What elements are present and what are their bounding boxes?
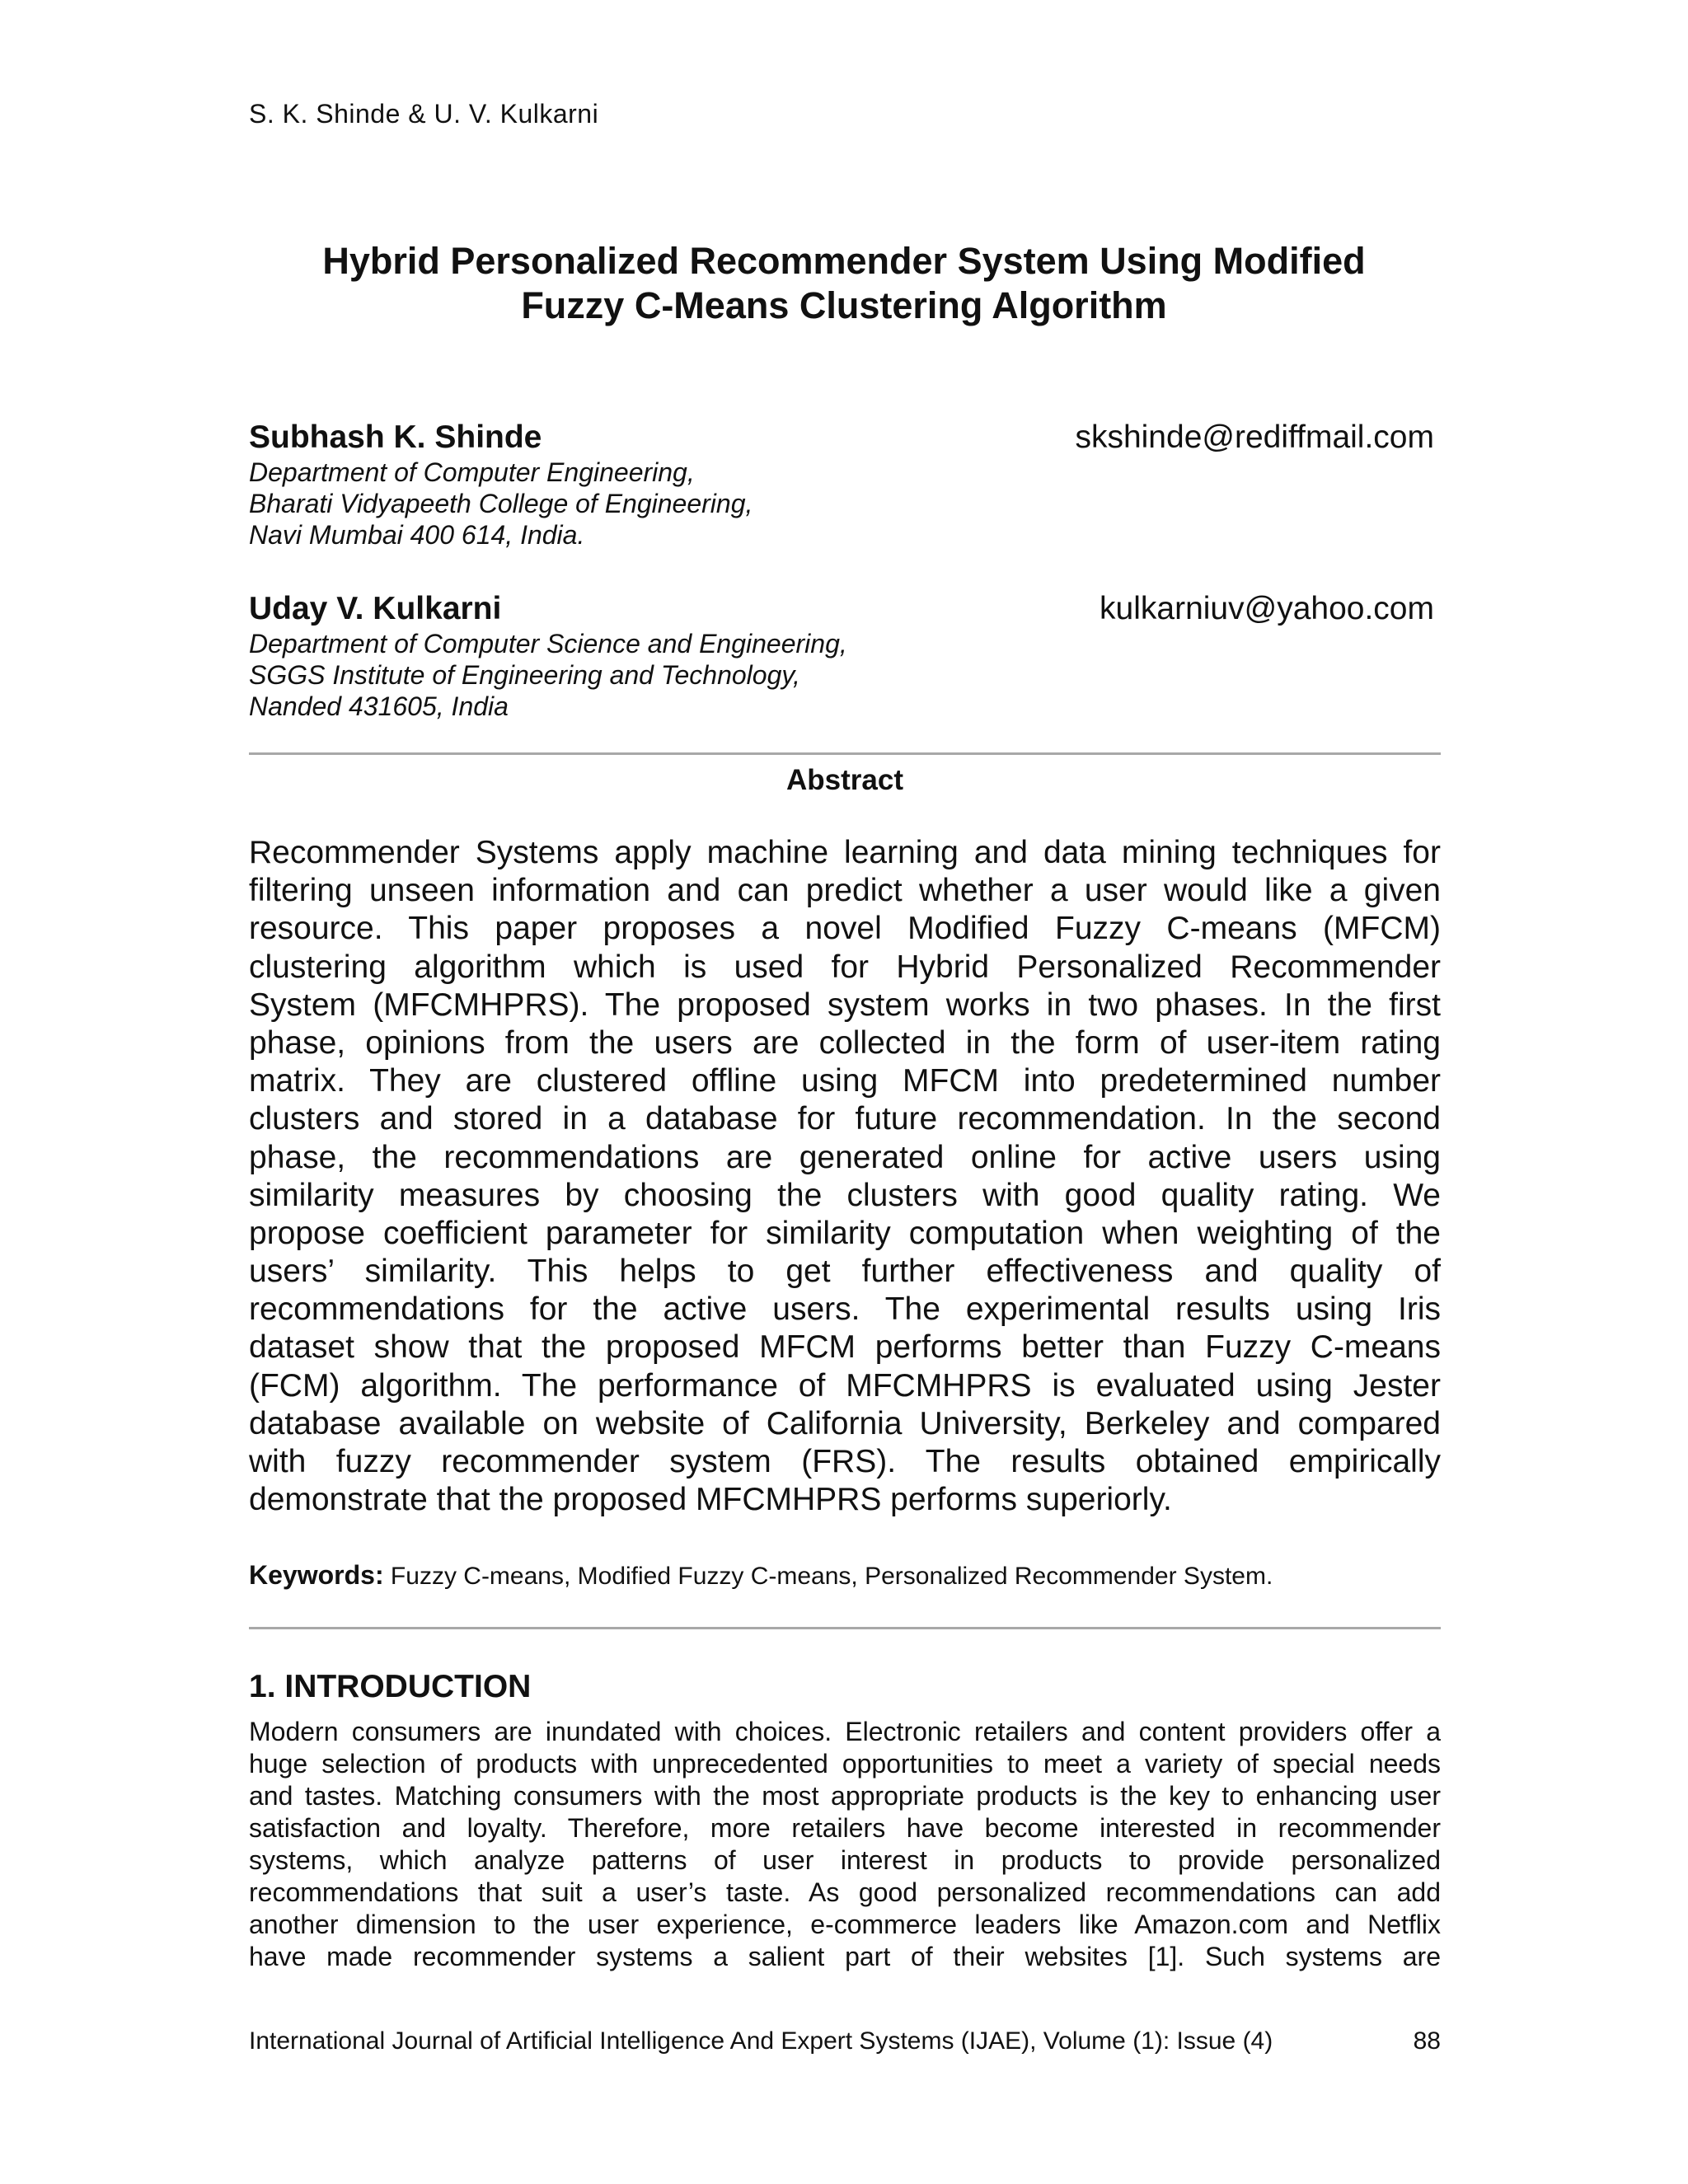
body-line: recommendations that suit a user’s taste. As good personalized recommendations can add	[249, 1877, 1441, 1907]
divider-rule	[249, 752, 1441, 755]
footer-page-number: 88	[1413, 2027, 1441, 2055]
keywords	[249, 1559, 1441, 1592]
footer-journal: International Journal of Artificial Intelligence And Expert Systems (IJAE), Volume (1): Issue (4)	[249, 2027, 1273, 2055]
section-heading-introduction: 1. INTRODUCTION	[249, 1669, 532, 1704]
running-head: S. K. Shinde & U. V. Kulkarni	[249, 99, 599, 129]
body-line: Modern consumers are inundated with choices. Electronic retailers and content providers offer a	[249, 1717, 1441, 1746]
abstract-line: phase, the recommendations are generated online for active users using	[249, 1139, 1441, 1175]
author-affiliation-line: Nanded 431605, India	[249, 691, 509, 721]
abstract-line: with fuzzy recommender system (FRS). The results obtained empirically	[249, 1444, 1441, 1479]
author-name: Uday V. Kulkarni	[249, 591, 502, 626]
paper-title	[247, 239, 1441, 328]
author-block-shinde	[249, 419, 1441, 551]
body-line: and tastes. Matching consumers with the most appropriate products is the key to enhancing user	[249, 1781, 1441, 1811]
author-affiliation-line: Department of Computer Science and Engineering,	[249, 629, 847, 658]
abstract-line: phase, opinions from the users are collected in the form of user-item rating	[249, 1024, 1441, 1061]
abstract-line: System (MFCMHPRS). The proposed system works in two phases. In the first	[249, 987, 1441, 1023]
body-line: satisfaction and loyalty. Therefore, more retailers have become interested in recommender	[249, 1813, 1441, 1843]
author-affiliation-line: Navi Mumbai 400 614, India.	[249, 520, 585, 550]
author-affiliation-line: Bharati Vidyapeeth College of Engineering,	[249, 489, 753, 518]
divider-rule	[249, 1627, 1441, 1629]
abstract-line: users’ similarity. This helps to get further effectiveness and quality of	[249, 1254, 1441, 1290]
abstract-line: resource. This paper proposes a novel Modified Fuzzy C-means (MFCM)	[249, 911, 1441, 947]
abstract-line: filtering unseen information and can predict whether a user would like a given	[249, 873, 1441, 909]
body-line: huge selection of products with unprecedented opportunities to meet a variety of special needs	[249, 1749, 1441, 1779]
abstract-line: (FCM) algorithm. The performance of MFCMHPRS is evaluated using Jester	[249, 1367, 1441, 1404]
abstract-line: dataset show that the proposed MFCM performs better than Fuzzy C-means	[249, 1329, 1441, 1366]
author-affiliation-line: Department of Computer Engineering,	[249, 457, 695, 487]
body-line: another dimension to the user experience, e-commerce leaders like Amazon.com and Netflix	[249, 1910, 1441, 1939]
author-affiliation-line: SGGS Institute of Engineering and Technology,	[249, 660, 800, 690]
abstract-line: matrix. They are clustered offline using MFCM into predetermined number	[249, 1063, 1441, 1099]
introduction-body	[249, 1716, 1441, 1973]
abstract-line: similarity measures by choosing the clusters with good quality rating. We	[249, 1177, 1441, 1213]
title-line-1: Hybrid Personalized Recommender System Using Modified	[322, 240, 1366, 282]
body-line: have made recommender systems a salient part of their websites [1]. Such systems are	[249, 1942, 1441, 1971]
abstract-line: demonstrate that the proposed MFCMHPRS performs superiorly.	[249, 1482, 1172, 1518]
keywords-label: Keywords:	[249, 1560, 384, 1590]
body-line: systems, which analyze patterns of user interest in products to provide personalized	[249, 1845, 1441, 1875]
abstract-line: database available on website of California University, Berkeley and compared	[249, 1405, 1441, 1441]
abstract-line: recommendations for the active users. The experimental results using Iris	[249, 1291, 1441, 1328]
author-email[interactable]: skshinde@rediffmail.com	[1075, 419, 1434, 455]
keywords-text: Fuzzy C-means, Modified Fuzzy C-means, Personalized Recommender System.	[383, 1563, 1273, 1590]
abstract-line: Recommender Systems apply machine learning and data mining techniques for	[249, 835, 1441, 870]
abstract-line: clustering algorithm which is used for Hybrid Personalized Recommender	[249, 949, 1441, 985]
abstract-body	[249, 834, 1441, 1519]
author-block-kulkarni	[249, 590, 1441, 722]
abstract-line: clusters and stored in a database for future recommendation. In the second	[249, 1101, 1441, 1137]
author-email[interactable]: kulkarniuv@yahoo.com	[1100, 591, 1434, 626]
abstract-heading: Abstract	[786, 764, 903, 796]
abstract-line: propose coefficient parameter for similarity computation when weighting of the	[249, 1215, 1441, 1251]
title-line-2: Fuzzy C-Means Clustering Algorithm	[521, 284, 1167, 326]
author-name: Subhash K. Shinde	[249, 419, 542, 455]
